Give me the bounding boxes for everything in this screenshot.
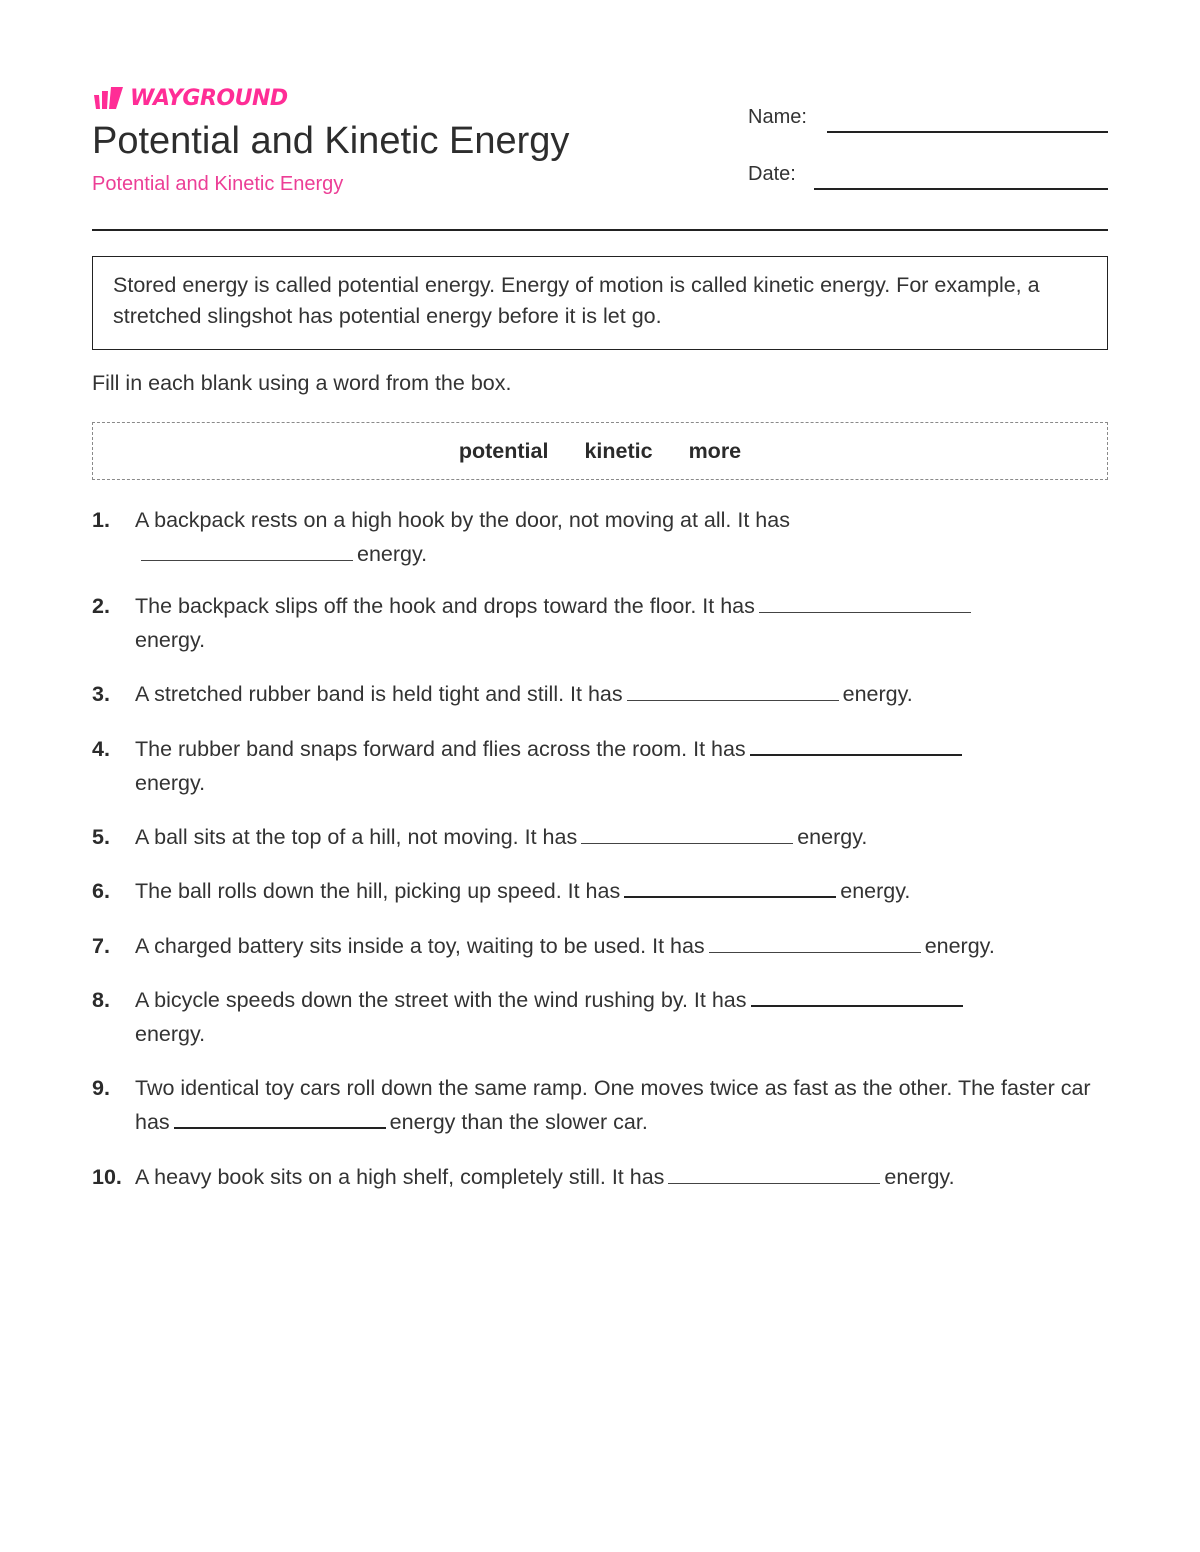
- question-6: [92, 874, 1108, 908]
- worksheet-subtitle: Potential and Kinetic Energy: [92, 173, 344, 195]
- question-1: [92, 503, 1108, 571]
- word-bank: [92, 422, 1108, 480]
- question-number: 9.: [92, 1076, 110, 1100]
- question-text-after: energy.: [840, 879, 911, 903]
- question-text-after: energy than the slower car.: [389, 1110, 648, 1134]
- question-text-after: energy.: [135, 1022, 206, 1046]
- question-7: [92, 929, 1108, 963]
- answer-blank[interactable]: [668, 1161, 880, 1184]
- question-text-after: energy.: [797, 825, 868, 849]
- brand-name: WAYGROUND: [130, 86, 288, 111]
- question-number: 7.: [92, 934, 110, 958]
- question-4: [92, 732, 1108, 800]
- question-number: 8.: [92, 988, 110, 1012]
- date-field[interactable]: [814, 188, 1108, 190]
- answer-blank[interactable]: [709, 930, 921, 953]
- question-number: 1.: [92, 508, 110, 532]
- name-field[interactable]: [827, 131, 1108, 133]
- answer-blank[interactable]: [751, 983, 963, 1007]
- answer-blank[interactable]: [759, 590, 971, 613]
- question-number: 5.: [92, 825, 110, 849]
- intro-box: [92, 256, 1108, 350]
- question-text-after: energy.: [842, 682, 913, 706]
- question-number: 3.: [92, 682, 110, 706]
- question-text: A bicycle speeds down the street with the wind rushing by. It has: [135, 988, 747, 1012]
- question-text: Two identical toy cars roll down the same ramp. One moves twice as fast as the other. The faster car has: [135, 1076, 1091, 1134]
- question-text-after: energy.: [924, 934, 995, 958]
- question-text-after: energy.: [357, 542, 428, 566]
- header-divider: [92, 229, 1108, 231]
- question-9: [92, 1071, 1108, 1139]
- question-text: The rubber band snaps forward and flies across the room. It has: [135, 737, 746, 761]
- question-text-after: energy.: [135, 628, 206, 652]
- date-label: Date:: [748, 163, 796, 185]
- answer-blank[interactable]: [750, 732, 962, 756]
- wayground-logo-icon: [92, 87, 126, 111]
- question-8: [92, 983, 1108, 1051]
- question-number: 2.: [92, 594, 110, 618]
- word-bank-item: potential: [458, 438, 549, 463]
- answer-blank[interactable]: [174, 1105, 386, 1129]
- name-label: Name:: [748, 106, 807, 128]
- question-text: A stretched rubber band is held tight and still. It has: [135, 682, 623, 706]
- question-number: 10.: [92, 1165, 122, 1189]
- question-number: 6.: [92, 879, 110, 903]
- question-text: A heavy book sits on a high shelf, completely still. It has: [135, 1165, 665, 1189]
- question-text: A charged battery sits inside a toy, waiting to be used. It has: [135, 934, 705, 958]
- word-bank-item: kinetic: [584, 438, 653, 463]
- question-text: The ball rolls down the hill, picking up speed. It has: [135, 879, 621, 903]
- answer-blank[interactable]: [581, 821, 793, 844]
- answer-blank[interactable]: [141, 538, 353, 561]
- question-number: 4.: [92, 737, 110, 761]
- question-2: [92, 589, 1108, 657]
- worksheet-title: Potential and Kinetic Energy: [92, 120, 570, 162]
- intro-text: Stored energy is called potential energy. Energy of motion is called kinetic energy. For example, a stretched slingshot has potential energy before it is let go.: [113, 273, 1040, 328]
- question-3: [92, 677, 1108, 711]
- answer-blank[interactable]: [627, 678, 839, 701]
- question-10: [92, 1160, 1108, 1194]
- question-text: A backpack rests on a high hook by the door, not moving at all. It has: [135, 508, 790, 532]
- question-text: A ball sits at the top of a hill, not moving. It has: [135, 825, 578, 849]
- instructions: Fill in each blank using a word from the box.: [92, 371, 512, 395]
- question-text-after: energy.: [884, 1165, 955, 1189]
- question-text: The backpack slips off the hook and drops toward the floor. It has: [135, 594, 755, 618]
- question-5: [92, 820, 1108, 854]
- answer-blank[interactable]: [624, 874, 836, 898]
- word-bank-item: more: [688, 438, 742, 463]
- question-text-after: energy.: [135, 771, 206, 795]
- brand-logo: [92, 86, 288, 112]
